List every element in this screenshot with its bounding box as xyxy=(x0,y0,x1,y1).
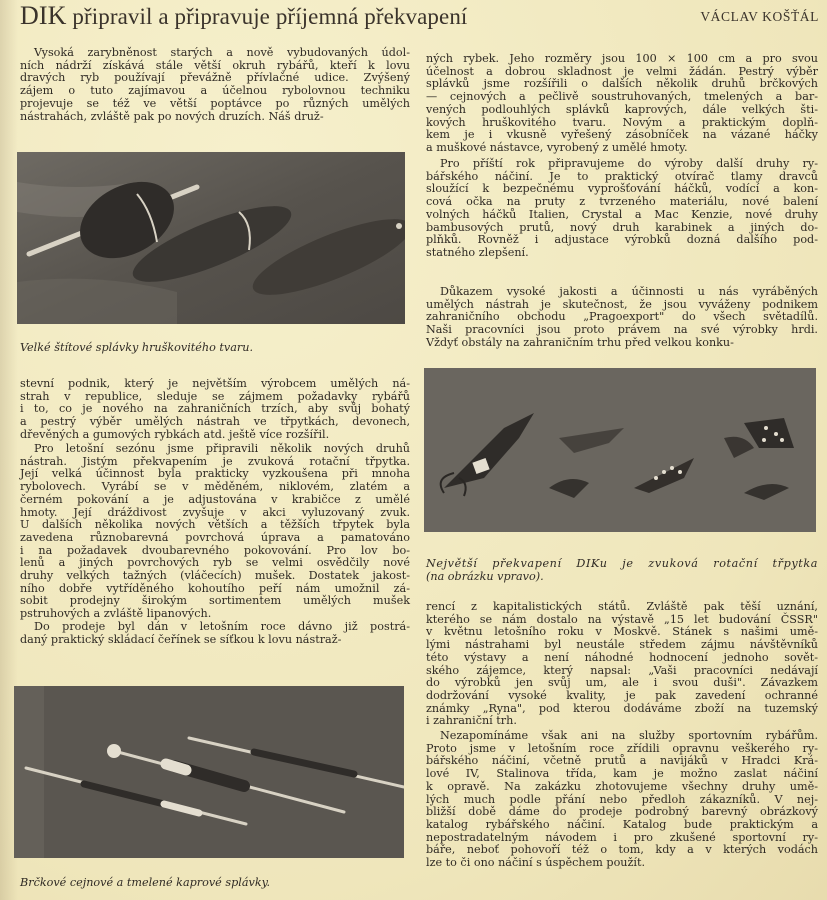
text-line: cová očka na pruty z tvrzeného materiálu, nové balení xyxy=(426,195,818,209)
text-line: U dalších několika nových větších a těžších třpytek byla xyxy=(20,518,410,532)
text-line: stevní podnik, který je největším výrobcem umělých ná- xyxy=(20,377,410,390)
text-line: dřevěných a gumových rybkách atd. ještě více rozšířil. xyxy=(20,427,330,441)
text-line: kových hruškovitého tvaru. Novým a praktickým doplň- xyxy=(426,115,818,129)
text-line: Důkazem vysoké jakosti a účinnosti u nás vyráběných xyxy=(440,285,818,298)
right-paragraph-next-year xyxy=(426,158,818,260)
left-intro-paragraph xyxy=(20,47,410,123)
text-line: zahraničního obchodu „Pragoexport" do všech světadílů. xyxy=(426,310,818,324)
article-author: VÁCLAV KOŠŤÁL xyxy=(700,9,819,24)
text-line: bližší době dáme do prodeje podrobný barevný obrázkový xyxy=(426,805,818,819)
text-line: kem je i vkusně vyřešený zásobníček na vázané háčky xyxy=(426,128,818,142)
text-line: známky „Ryna", pod kterou dodáváme zboží na tuzemský xyxy=(426,701,818,715)
photo-pike-floats-caption: Velké štítové splávky hruškovitého tvaru. xyxy=(20,341,253,354)
text-line: ních nádrží získává stále větší okruh rybářů, kteří k lovu xyxy=(20,58,410,72)
text-line: umělých nástrah je skutečnost, že jsou vyváženy podnikem xyxy=(426,297,818,311)
text-line: zavedena různobarevná povrchová úprava a pamatováno xyxy=(20,530,410,544)
text-line: bambusových prutů, nový druh karabinek a jiných do- xyxy=(426,220,818,234)
text-line: druhy velkých tažných (vláčecích) mušek. Dostatek jakost- xyxy=(20,569,410,583)
text-line: Pro příští rok připravujeme do výroby další druhy ry- xyxy=(440,157,818,170)
quill-floats-illustration xyxy=(14,686,404,858)
right-paragraph-recognition xyxy=(426,601,818,728)
text-line: ního dobře vytříděného kohoutího peří nám umožnil zá- xyxy=(20,581,410,595)
text-line: ných rybek. Jeho rozměry jsou 100 × 100 cm a pro svou xyxy=(426,52,818,65)
text-line: ského zájemce, který napsal: „Vaši pracovníci nedávají xyxy=(426,663,818,677)
text-line: sobit prodejny širokým sortimentem umělých mušek xyxy=(20,594,410,608)
caption-line: Největší překvapení DIKu je zvuková rotační třpytka xyxy=(426,557,818,570)
text-line: k opravě. Na zakázku zhotovujeme všechny druhy umě- xyxy=(426,779,818,793)
text-line: lých much podle přání nebo předloh zákazníků. V nej- xyxy=(426,792,818,806)
photo-quill-floats-caption: Brčkové cejnové a tmelené kaprové splávky. xyxy=(20,876,271,889)
text-line: této výstavy a není náhodné hodnocení jednoho sovět- xyxy=(426,650,818,664)
left-paragraph-net xyxy=(20,621,410,646)
text-line: hmoty. Její dráždivost zvyšuje v akci vyluzovaný zvuk. xyxy=(20,505,410,519)
text-line: a muškové nástavce, vyrobený z umělé hmoty. xyxy=(426,140,688,154)
text-line: bářského náčiní. Je to praktický otvírač tlamy dravců xyxy=(426,169,818,183)
text-line: dodržování vysoké kvality, je pak zavedení ochranné xyxy=(426,688,818,702)
text-line: statného zlepšení. xyxy=(426,245,529,259)
text-line: lenů a jiných povrchových ryb se velmi osvědčily nové xyxy=(20,556,410,570)
text-line: Vysoká zarybněnost starých a nově vybudovaných údol- xyxy=(34,46,410,59)
text-line: lými nástrahami byl neustále středem zájmu návštěvníků xyxy=(426,638,818,652)
title-text: připravil a připravuje příjemná překvapení xyxy=(66,4,468,29)
text-line: sloužící k bezpečnému vyprošťování háčků, vodící a kon- xyxy=(426,182,818,196)
text-line: Do prodeje byl dán v letošním roce dávno již postrá- xyxy=(34,620,410,633)
text-line: vených podlouhlých splávků kaprových, dále velkých šti- xyxy=(426,102,818,116)
text-line: pstruhových a zvláště lipanových. xyxy=(20,607,212,621)
text-line: — cejnových a pečlivě soustruhovaných, tmelených a bar- xyxy=(426,90,818,104)
text-line: Proto jsme v letošním roce zřídili opravnu veškerého ry- xyxy=(426,741,818,755)
article-header xyxy=(0,0,827,36)
right-paragraph-export xyxy=(426,286,818,350)
text-line: Vždyť obstály na zahraničním trhu před velkou konku- xyxy=(426,335,734,349)
text-line: lové IV, Stalinova třída, kam je možno zaslat náčiní xyxy=(426,767,818,781)
left-paragraph-new-lures xyxy=(20,443,410,621)
text-line: strah v republice, sleduje se zájmem požadavky rybářů xyxy=(20,389,410,403)
pike-floats-illustration xyxy=(17,152,405,324)
text-line: splávků jsme rozšířili o dalších několik druhů brčkových xyxy=(426,77,818,91)
text-line: zájem o tuto zajímavou a účelnou rybolovnou techniku xyxy=(20,84,410,98)
right-paragraph-floats xyxy=(426,53,818,155)
text-line: volných háčků Italien, Crystal a Mac Kenzie, nové druhy xyxy=(426,207,818,221)
text-line: rybolovech. Vyrábí se v měděném, niklovém, zlatém a xyxy=(20,480,410,494)
text-line: Pro letošní sezónu jsme připravili několik nových druhů xyxy=(34,442,410,455)
text-line: daný praktický skládací čeřínek se síťkou k lovu nástraž- xyxy=(20,632,342,646)
right-paragraph-services xyxy=(426,730,818,870)
text-line: bářského náčiní, včetně prutů a navijáků v Hradci Krá- xyxy=(426,754,818,768)
text-line: černém pokování a je adjustována v krabičce z umělé xyxy=(20,492,410,506)
text-line: účelnost a dobrou skladnost je velmi žádán. Pestrý výběr xyxy=(426,64,818,78)
text-line: a pestrý výběr umělých nástrah ve třpytkách, devonech, xyxy=(20,415,410,429)
text-line: projevuje se též ve větší poptávce po různých umělých xyxy=(20,96,410,110)
text-line: Její velká účinnost byla prakticky vyzkoušena při mnoha xyxy=(20,467,410,481)
photo-spinners-flies xyxy=(424,368,816,532)
text-line: v květnu letošního roku v Moskvě. Stánek s našimi umě- xyxy=(426,625,818,639)
text-line: i na požadavek dvoubarevného pokovování. Pro lov bo- xyxy=(20,543,410,557)
caption-line: (na obrázku vpravo). xyxy=(426,570,544,583)
text-line: i to, co je nového na zahraničních trzích, aby svůj bohatý xyxy=(20,402,410,416)
photo-quill-floats xyxy=(14,686,404,858)
title-abbreviation: DIK xyxy=(20,1,67,30)
left-continuation-paragraph xyxy=(20,378,410,442)
text-line: kterého se nám dostalo na výstavě „15 let budování ČSSR" xyxy=(426,612,818,626)
text-line: nepostradatelným návodem i pro zkušené sportovní ry- xyxy=(426,830,818,844)
text-line: nástrah. Jistým překvapením je zvuková rotační třpytka. xyxy=(20,454,410,468)
text-line: do výrobků jen svůj um, ale i svou duši". Závazkem xyxy=(426,676,818,690)
spinners-flies-illustration xyxy=(424,368,816,532)
text-line: Nezapomínáme však ani na služby sportovním rybářům. xyxy=(440,729,818,742)
article-title xyxy=(20,1,467,31)
text-line: rencí z kapitalistických států. Zvláště pak těší uznání, xyxy=(426,600,818,613)
text-line: Naši pracovníci jsou proto právem na své výrobky hrdi. xyxy=(426,323,818,337)
text-line: lze to či ono náčiní s úspěchem použít. xyxy=(426,856,646,870)
text-line: plňků. Rovněž i adjustace výrobků dozná dalšího pod- xyxy=(426,233,818,247)
text-line: báře, neboť pohovoří též o tom, kdy a v kterých vodách xyxy=(426,843,818,857)
photo-pike-floats xyxy=(17,152,405,324)
text-line: i zahraniční trh. xyxy=(426,714,517,728)
text-line: dravých ryb používají převážně přívlačné udice. Zvýšený xyxy=(20,71,410,85)
photo-spinners-caption xyxy=(426,557,818,583)
text-line: katalog rybářského náčiní. Katalog bude praktickým a xyxy=(426,817,818,831)
text-line: nástrahách, zvláště pak po nových druzích. Náš druž- xyxy=(20,109,324,123)
